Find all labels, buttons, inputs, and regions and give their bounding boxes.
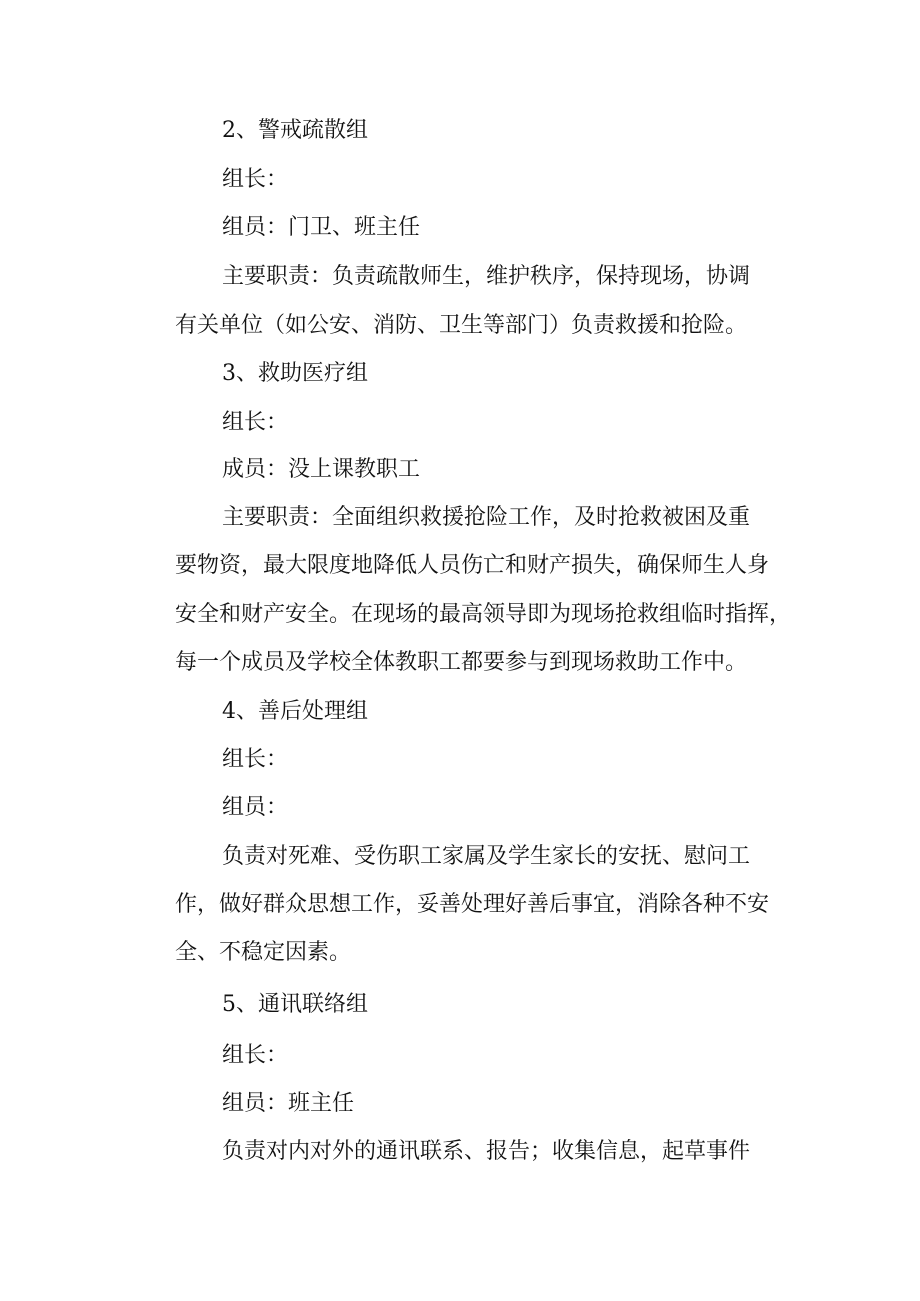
duties-line: 要物资，最大限度地降低人员伤亡和财产损失，确保师生人身 (175, 553, 770, 578)
members-line: 组员：门卫、班主任 (222, 215, 421, 240)
leader-line: 组长： (222, 747, 289, 772)
section-heading: 5、通讯联络组 (222, 992, 368, 1017)
duties-line: 负责对内对外的通讯联系、报告；收集信息，起草事件 (222, 1139, 751, 1164)
leader-line: 组长： (222, 1043, 289, 1068)
duties-line: 负责对死难、受伤职工家属及学生家长的安抚、慰问工 (222, 844, 751, 869)
duties-line: 主要职责：全面组织救援抢险工作，及时抢救被困及重 (222, 505, 751, 530)
duties-line: 安全和财产安全。在现场的最高领导即为现场抢救组临时指挥， (175, 602, 792, 627)
duties-line: 全、不稳定因素。 (175, 940, 352, 965)
section-heading: 4、善后处理组 (222, 699, 368, 724)
duties-line: 有关单位（如公安、消防、卫生等部门）负责救援和抢险。 (175, 313, 748, 338)
section-heading: 3、救助医疗组 (222, 361, 368, 386)
leader-line: 组长： (222, 167, 289, 192)
members-line: 组员： (222, 795, 289, 820)
duties-line: 每一个成员及学校全体教职工都要参与到现场救助工作中。 (175, 650, 748, 675)
section-heading: 2、警戒疏散组 (222, 118, 368, 143)
duties-line: 主要职责：负责疏散师生，维护秩序，保持现场，协调 (222, 264, 751, 289)
leader-line: 组长： (222, 410, 289, 435)
members-line: 成员：没上课教职工 (222, 457, 421, 482)
members-line: 组员：班主任 (222, 1091, 355, 1116)
duties-line: 作，做好群众思想工作，妥善处理好善后事宜，消除各种不安 (175, 892, 770, 917)
